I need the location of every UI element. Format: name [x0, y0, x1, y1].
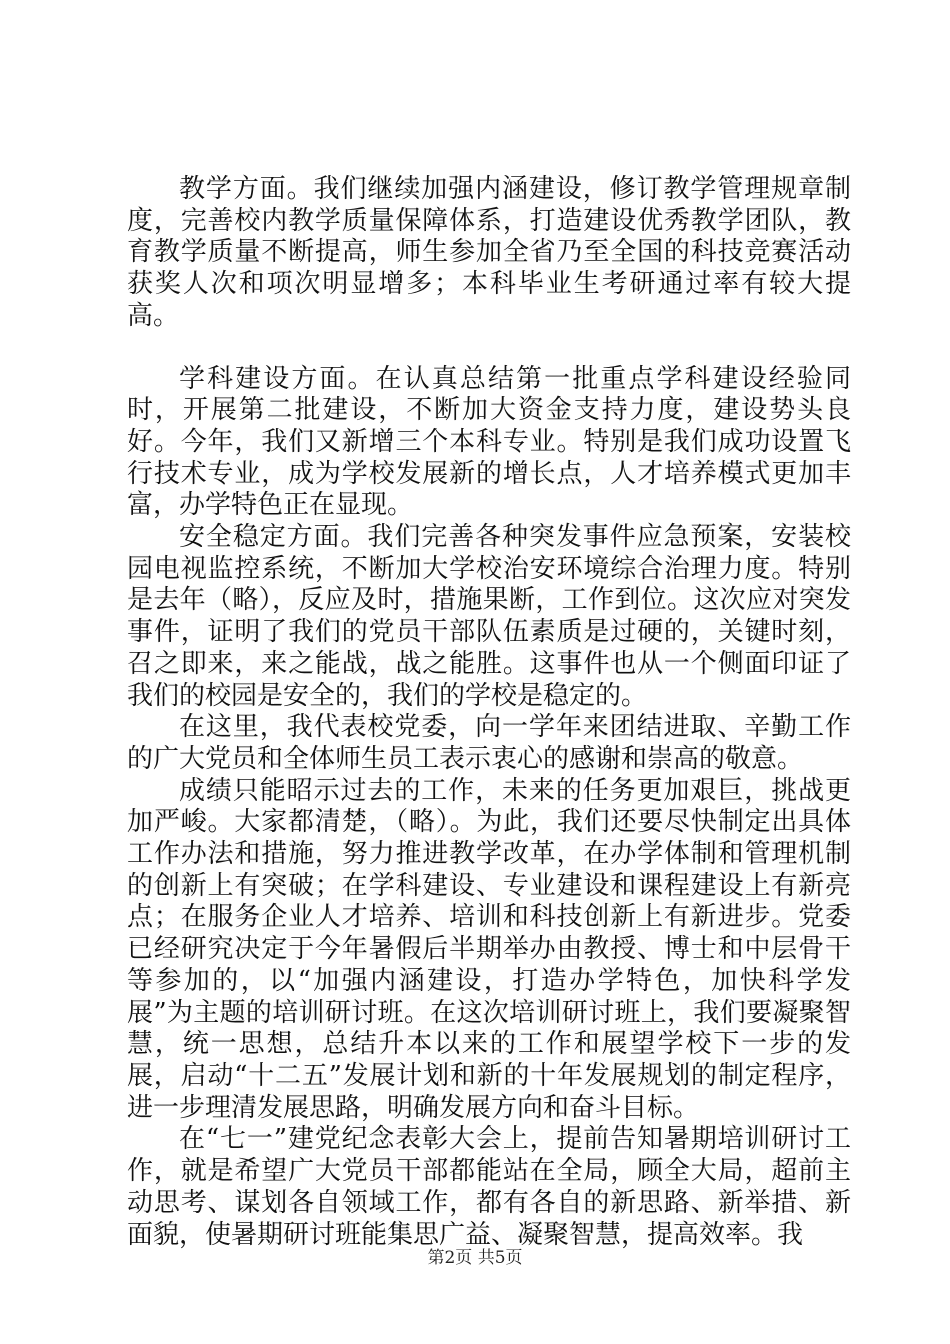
paragraph-discipline: 学科建设方面。在认真总结第一批重点学科建设经验同时，开展第二批建设，不断加大资金支持力度，建设势头良好。今年，我们又新增三个本科专业。特别是我们成功设置飞行技术专业，成为学校发展新的增长点，人才培养模式更加丰富，办学特色正在显现。	[127, 363, 851, 521]
paragraph-safety: 安全稳定方面。我们完善各种突发事件应急预案，安装校园电视监控系统，不断加大学校治安环境综合治理力度。特别是去年（略），反应及时，措施果断，工作到位。这次应对突发事件，证明了我们的党员干部队伍素质是过硬的，关键时刻，召之即来，来之能战，战之能胜。这事件也从一个侧面印证了我们的校园是安全的，我们的学校是稳定的。	[127, 522, 851, 711]
paragraph-july-first: 在“七一”建党纪念表彰大会上，提前告知暑期培训研讨工作，就是希望广大党员干部都能站在全局，顾全大局，超前主动思考、谋划各自领域工作，都有各自的新思路、新举措、新面貌，使暑期研讨班能集思广益、凝聚智慧，提高效率。我	[127, 1124, 851, 1250]
paragraph-future-tasks: 成绩只能昭示过去的工作，未来的任务更加艰巨，挑战更加严峻。大家都清楚，（略）。为此，我们还要尽快制定出具体工作办法和措施，努力推进教学改革，在办学体制和管理机制的创新上有突破；在学科建设、专业建设和课程建设上有新亮点；在服务企业人才培养、培训和科技创新上有新进步。党委已经研究决定于今年暑假后半期举办由教授、博士和中层骨干等参加的，以“加强内涵建设，打造办学特色，加快科学发展”为主题的培训研讨班。在这次培训研讨班上，我们要凝聚智慧，统一思想，总结升本以来的工作和展望学校下一步的发展，启动“十二五”发展计划和新的十年发展规划的制定程序，进一步理清发展思路，明确发展方向和奋斗目标。	[127, 775, 851, 1123]
paragraph-thanks: 在这里，我代表校党委，向一学年来团结进取、辛勤工作的广大党员和全体师生员工表示衷心的感谢和崇高的敬意。	[127, 712, 851, 774]
document-body	[127, 174, 851, 1251]
paragraph-teaching: 教学方面。我们继续加强内涵建设，修订教学管理规章制度，完善校内教学质量保障体系，打造建设优秀教学团队，教育教学质量不断提高，师生参加全省乃至全国的科技竞赛活动获奖人次和项次明显增多；本科毕业生考研通过率有较大提高。	[127, 174, 851, 331]
page-number-footer: 第2页 共5页	[427, 1248, 523, 1268]
